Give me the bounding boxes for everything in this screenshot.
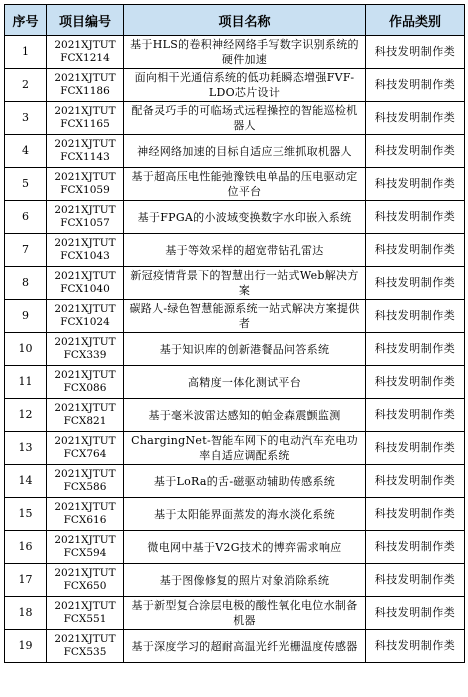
row-name: 基于新型复合涂层电极的酸性氧化电位水制备机器 <box>124 597 366 630</box>
table-row <box>5 597 465 630</box>
row-code: 2021XJTUT FCX821 <box>47 399 124 432</box>
header-name: 项目名称 <box>124 5 366 36</box>
row-category: 科技发明制作类 <box>366 234 465 267</box>
row-code: 2021XJTUT FCX535 <box>47 630 124 663</box>
row-no: 5 <box>5 168 47 201</box>
row-no: 15 <box>5 498 47 531</box>
row-code: 2021XJTUT FCX1214 <box>47 36 124 69</box>
row-code: 2021XJTUT FCX594 <box>47 531 124 564</box>
header-no: 序号 <box>5 5 47 36</box>
row-no: 1 <box>5 36 47 69</box>
row-category: 科技发明制作类 <box>366 36 465 69</box>
row-no: 17 <box>5 564 47 597</box>
row-code: 2021XJTUT FCX551 <box>47 597 124 630</box>
row-name: 高精度一体化测试平台 <box>124 366 366 399</box>
table-row <box>5 300 465 333</box>
row-code: 2021XJTUT FCX1043 <box>47 234 124 267</box>
row-category: 科技发明制作类 <box>366 168 465 201</box>
header-row <box>5 5 465 36</box>
row-name: 神经网络加速的目标自适应三维抓取机器人 <box>124 135 366 168</box>
row-name: 新冠疫情背景下的智慧出行一站式Web解决方案 <box>124 267 366 300</box>
table-row <box>5 69 465 102</box>
table-row <box>5 399 465 432</box>
row-code: 2021XJTUT FCX1143 <box>47 135 124 168</box>
row-no: 18 <box>5 597 47 630</box>
row-name: 碳路人-绿色智慧能源系统一站式解决方案提供者 <box>124 300 366 333</box>
row-category: 科技发明制作类 <box>366 102 465 135</box>
row-no: 11 <box>5 366 47 399</box>
row-category: 科技发明制作类 <box>366 498 465 531</box>
row-code: 2021XJTUT FCX1165 <box>47 102 124 135</box>
row-no: 7 <box>5 234 47 267</box>
table-row <box>5 36 465 69</box>
row-name: 微电网中基于V2G技术的博弈需求响应 <box>124 531 366 564</box>
table-row <box>5 234 465 267</box>
row-name: 基于FPGA的小波域变换数字水印嵌入系统 <box>124 201 366 234</box>
row-no: 4 <box>5 135 47 168</box>
table-row <box>5 630 465 663</box>
row-category: 科技发明制作类 <box>366 333 465 366</box>
row-name: 基于太阳能界面蒸发的海水淡化系统 <box>124 498 366 531</box>
row-name: 基于超高压电性能弛豫铁电单晶的压电驱动定位平台 <box>124 168 366 201</box>
row-name: ChargingNet-智能车网下的电动汽车充电功率自适应调配系统 <box>124 432 366 465</box>
row-code: 2021XJTUT FCX650 <box>47 564 124 597</box>
table-row <box>5 498 465 531</box>
row-name: 面向相干光通信系统的低功耗瞬态增强FVF-LDO芯片设计 <box>124 69 366 102</box>
table-row <box>5 531 465 564</box>
row-no: 12 <box>5 399 47 432</box>
row-category: 科技发明制作类 <box>366 135 465 168</box>
row-category: 科技发明制作类 <box>366 630 465 663</box>
table-row <box>5 465 465 498</box>
row-category: 科技发明制作类 <box>366 300 465 333</box>
header-code: 项目编号 <box>47 5 124 36</box>
row-category: 科技发明制作类 <box>366 432 465 465</box>
row-name: 基于知识库的创新港餐品问答系统 <box>124 333 366 366</box>
row-name: 基于等效采样的超宽带钻孔雷达 <box>124 234 366 267</box>
row-category: 科技发明制作类 <box>366 531 465 564</box>
row-no: 10 <box>5 333 47 366</box>
row-name: 基于深度学习的超耐高温光纤光栅温度传感器 <box>124 630 366 663</box>
row-code: 2021XJTUT FCX586 <box>47 465 124 498</box>
row-name: 基于毫米波雷达感知的帕金森震颤监测 <box>124 399 366 432</box>
row-name: 配备灵巧手的可临场式远程操控的智能巡检机器人 <box>124 102 366 135</box>
row-no: 3 <box>5 102 47 135</box>
row-category: 科技发明制作类 <box>366 69 465 102</box>
row-name: 基于HLS的卷积神经网络手写数字识别系统的硬件加速 <box>124 36 366 69</box>
row-category: 科技发明制作类 <box>366 564 465 597</box>
row-code: 2021XJTUT FCX086 <box>47 366 124 399</box>
row-no: 8 <box>5 267 47 300</box>
table-row <box>5 333 465 366</box>
row-category: 科技发明制作类 <box>366 201 465 234</box>
row-no: 19 <box>5 630 47 663</box>
row-code: 2021XJTUT FCX1186 <box>47 69 124 102</box>
header-category: 作品类别 <box>366 5 465 36</box>
row-code: 2021XJTUT FCX616 <box>47 498 124 531</box>
row-category: 科技发明制作类 <box>366 267 465 300</box>
row-no: 14 <box>5 465 47 498</box>
table-row <box>5 366 465 399</box>
row-code: 2021XJTUT FCX1057 <box>47 201 124 234</box>
row-category: 科技发明制作类 <box>366 465 465 498</box>
row-name: 基于图像修复的照片对象消除系统 <box>124 564 366 597</box>
project-table <box>4 4 465 663</box>
row-no: 2 <box>5 69 47 102</box>
table-row <box>5 102 465 135</box>
row-code: 2021XJTUT FCX764 <box>47 432 124 465</box>
row-name: 基于LoRa的舌-磁驱动辅助传感系统 <box>124 465 366 498</box>
table-row <box>5 168 465 201</box>
row-no: 13 <box>5 432 47 465</box>
table-row <box>5 432 465 465</box>
row-code: 2021XJTUT FCX1040 <box>47 267 124 300</box>
row-code: 2021XJTUT FCX1024 <box>47 300 124 333</box>
table-row <box>5 135 465 168</box>
row-code: 2021XJTUT FCX339 <box>47 333 124 366</box>
row-category: 科技发明制作类 <box>366 399 465 432</box>
row-category: 科技发明制作类 <box>366 366 465 399</box>
row-category: 科技发明制作类 <box>366 597 465 630</box>
table-body <box>5 36 465 663</box>
row-no: 9 <box>5 300 47 333</box>
table-row <box>5 267 465 300</box>
row-no: 6 <box>5 201 47 234</box>
row-code: 2021XJTUT FCX1059 <box>47 168 124 201</box>
table-row <box>5 201 465 234</box>
table-row <box>5 564 465 597</box>
row-no: 16 <box>5 531 47 564</box>
